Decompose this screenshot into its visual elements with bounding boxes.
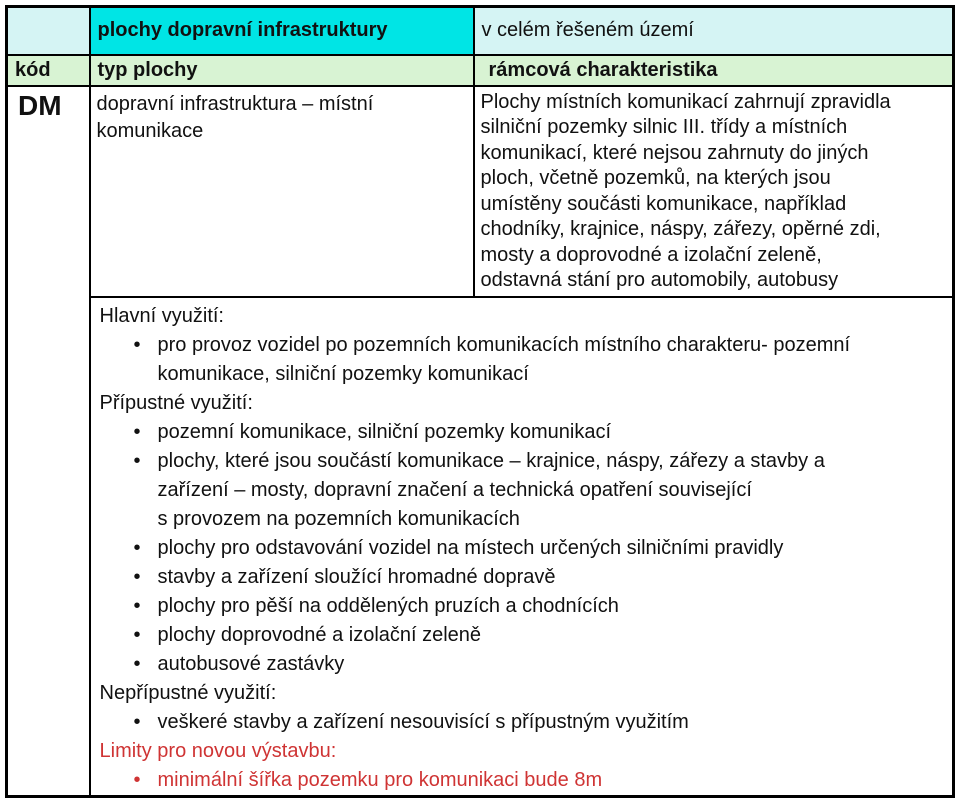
- col-header-charakteristika: rámcová charakteristika: [474, 55, 954, 86]
- usage-heading-nepripustne: Nepřípustné využití:: [99, 681, 277, 704]
- usage-bullet-item: • pro provoz vozidel po pozemních komunikacích místního charakteru- pozemní komunikace, silniční pozemky komunikací: [96, 331, 947, 389]
- area-type-title: plochy dopravní infrastruktury: [90, 7, 474, 55]
- usage-heading-hlavni: Hlavní využití:: [99, 304, 224, 327]
- zoning-table: [5, 5, 955, 798]
- usage-heading-pripustne: Přípustné využití:: [99, 391, 253, 414]
- usage-bullet-item: • plochy pro pěší na oddělených pruzích a chodnících: [96, 592, 947, 621]
- col-header-typ-plochy: typ plochy: [90, 55, 474, 86]
- column-header-row: [7, 55, 954, 86]
- charakteristika-cell: Plochy místních komunikací zahrnují zpravidla silniční pozemky silnic III. třídy a místních komunikací, které nejsou zahrnuty do jiných ploch, včetně pozemků, na kterých jsou umístěny součásti komunikace, například chodníky, krajnice, náspy, zářezy, opěrné zdi, mosty a doprovodné a izolační zeleně, odstavná stání pro automobily, autobusy: [474, 86, 954, 297]
- usage-bullet-item: • plochy doprovodné a izolační zeleně: [96, 621, 947, 650]
- title-row: [7, 7, 954, 55]
- usage-bullet-item: • plochy, které jsou součástí komunikace – krajnice, náspy, zářezy a stavby a zařízení – mosty, dopravní značení a technická opatření související s provozem na pozemních komunikacích: [96, 447, 947, 534]
- area-scope: v celém řešeném území: [474, 7, 954, 55]
- usage-bullet-item: • autobusové zastávky: [96, 650, 947, 679]
- usage-row: [7, 297, 954, 797]
- usage-bullet-item: • plochy pro odstavování vozidel na místech určených silničními pravidly: [96, 534, 947, 563]
- usage-bullet-item: • stavby a zařízení sloužící hromadné dopravě: [96, 563, 947, 592]
- title-empty-cell: [7, 7, 90, 55]
- usage-cell: [90, 297, 954, 797]
- col-header-kod: kód: [7, 55, 90, 86]
- type-plochy-cell: dopravní infrastruktura – místní komunikace: [90, 86, 474, 297]
- usage-bullet-item-limit: • minimální šířka pozemku pro komunikaci bude 8m: [96, 766, 947, 795]
- usage-bullet-item: • pozemní komunikace, silniční pozemky komunikací: [96, 418, 947, 447]
- usage-bullet-item: • veškeré stavby a zařízení nesouvisící s přípustným využitím: [96, 708, 947, 737]
- code-cell: DM: [7, 86, 90, 797]
- code-row: [7, 86, 954, 297]
- usage-heading-limity: Limity pro novou výstavbu:: [99, 739, 337, 762]
